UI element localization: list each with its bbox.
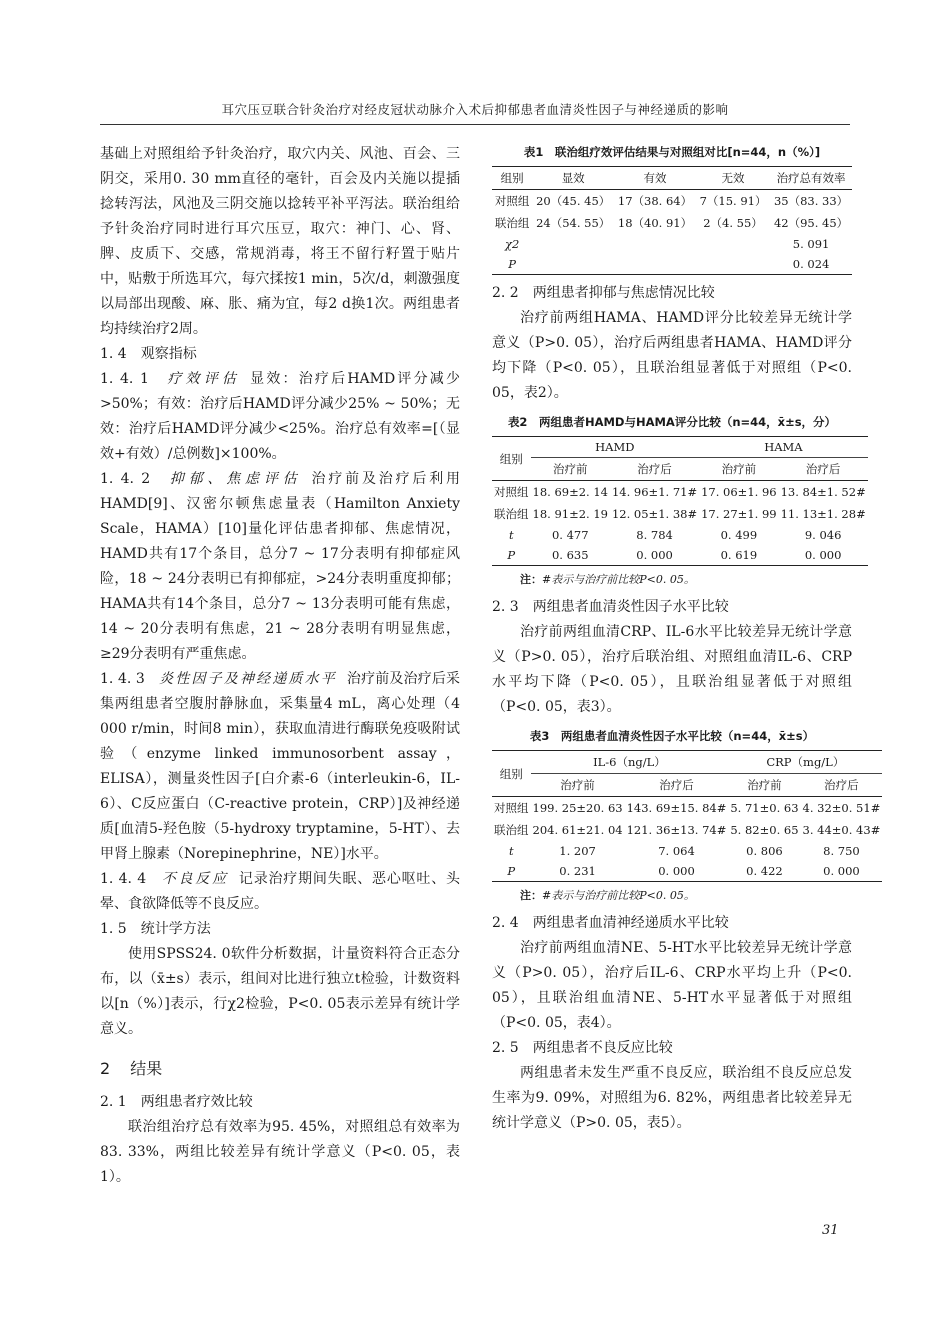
section-number: 2. 3 (492, 599, 519, 615)
table-cell: 12. 05±1. 38# (611, 507, 698, 521)
table-3-caption: 表3 两组患者血清炎性因子水平比较（n=44，x̄±s） (529, 729, 815, 743)
section-1-4-3 (100, 667, 460, 867)
table-cell: 121. 36±13. 74# (626, 823, 727, 837)
table-cell: 199. 25±20. 63 (532, 801, 623, 815)
table-header-cell: 有效 (614, 167, 696, 190)
section-title: 两组患者血清炎性因子水平比较 (532, 599, 729, 615)
table-header-cell: 显效 (532, 167, 614, 190)
table-cell: 17. 06±1. 96 (701, 485, 777, 499)
table-cell: 对照组 (494, 485, 529, 499)
section-1-5-paragraph: 使用SPSS24. 0软件分析数据，计量资料符合正态分布，以（x̄±s）表示，组间对比进行独立t检验，计数资料以[n（%）]表示，行χ2检验，P<0. 05表示差异有统计学意义。 (100, 946, 460, 1037)
table-row (492, 841, 882, 861)
table-cell: 9. 046 (804, 528, 842, 542)
table-cell: 204. 61±21. 04 (532, 823, 623, 837)
section-title: 两组患者抑郁与焦虑情况比较 (532, 285, 715, 301)
paragraph-text: 治疗前及治疗后采集两组患者空腹肘静脉血，采集量4 mL，离心处理（4 000 r/min，时间8 min），获取血清进行酶联免疫吸附试验（enzyme linked immunosorbent assay，ELISA），测量炎性因子[白介素-6（interleukin-6，IL-6）、C反应蛋白（C-reactive protein，CRP）]及神经递质[血清5-羟色胺（5-hydroxy tryptamine，5-HT）、去甲肾上腺素（Norepinephrine，NE）]水平。 (100, 671, 461, 862)
table-cell (532, 254, 614, 275)
table-cell: 对照组 (494, 801, 529, 815)
section-2-2-heading (492, 281, 852, 306)
table-cell (614, 254, 696, 275)
section-1-4-2 (100, 467, 460, 667)
table-cell: 0. 000 (610, 545, 699, 566)
table-row (492, 481, 868, 504)
intro-paragraph: 基础上对照组给予针灸治疗，取穴内关、风池、百会、三阴交，采用0. 30 mm直径的毫针，百会及内关施以提插捻转泻法，风池及三阴交施以捻转平补平泻法。联治组给予针灸治疗同时进行耳穴压豆，取穴：神门、心、肾、脾、皮质下、交感，常规消毒，将王不留行籽置于贴片中，贴敷于所选耳穴，每穴揉按1 min，5次/d，刺激强度以局部出现酸、麻、胀、痛为宜，每2 d换1次。两组患者均持续治疗2周。 (100, 146, 460, 337)
section-title: 结果 (130, 1059, 163, 1078)
table-cell: 7（15. 91） (699, 194, 767, 208)
table-cell: 0. 024 (770, 254, 852, 275)
table-header-cell: 治疗后 (779, 458, 868, 481)
table-cell: 13. 84±1. 52# (780, 485, 866, 499)
table-cell: P (492, 545, 531, 566)
note-label: 注： (520, 573, 542, 586)
section-title: 两组患者血清神经递质水平比较 (532, 915, 729, 931)
table-cell: 14. 96±1. 71# (611, 485, 698, 499)
header-rule (100, 124, 850, 125)
note-label: 注： (520, 889, 542, 902)
table-cell: t (508, 528, 514, 542)
section-title: 两组患者疗效比较 (140, 1094, 253, 1110)
table-row (492, 234, 852, 254)
table-cell (532, 234, 614, 254)
table-cell (696, 234, 770, 254)
note-text: #表示与治疗前比较P<0. 05。 (542, 573, 695, 586)
table-cell: 0. 635 (531, 545, 610, 566)
table-2 (492, 436, 868, 566)
table-cell: 0. 499 (720, 528, 758, 542)
table-cell: 0. 000 (625, 861, 729, 882)
section-2-4-paragraph: 治疗前两组血清NE、5-HT水平比较差异无统计学意义（P>0. 05），治疗后IL-6、CRP水平均上升（P<0. 05），且联治组血清NE、5-HT水平显著低于对照组（P<0. 05，表4）。 (492, 940, 852, 1031)
table-cell: 对照组 (494, 194, 530, 208)
table-cell: 18. 91±2. 19 (532, 507, 608, 521)
subsection-title: 疗效评估 (167, 371, 241, 387)
section-2-5-paragraph: 两组患者未发生严重不良反应，联治组不良反应总发生率为9. 09%，对照组为6. 82%，两组患者比较差异无统计学意义（P>0. 05，表5）。 (492, 1065, 852, 1131)
table-header-cell: 治疗总有效率 (770, 167, 852, 190)
table-cell: 8. 784 (636, 528, 673, 542)
table-cell: 0. 806 (746, 844, 783, 858)
paragraph-text: 治疗前及治疗后利用HAMD[9]、汉密尔顿焦虑量表（Hamilton Anxiety Scale，HAMA）[10]量化评估患者抑郁、焦虑情况，HAMD共有17个条目，总分7 ~ 17分表明有抑郁症风险，18 ~ 24分表明已有抑郁症，>24分表明重度抑郁；HAMA共有14个条目，总分7 ~ 13分表明可能有焦虑，14 ~ 20分表明有焦虑，21 ~ 28分表明有明显焦虑，≥29分表明有严重焦虑。 (100, 471, 461, 662)
table-row (492, 503, 868, 525)
table-cell: 11. 13±1. 28# (780, 507, 866, 521)
section-number: 2 (100, 1059, 111, 1078)
table-cell: 1. 207 (559, 844, 596, 858)
section-number: 2. 5 (492, 1040, 519, 1056)
table-cell: 0. 000 (779, 545, 868, 566)
subsection-title: 炎性因子及神经递质水平 (159, 671, 337, 687)
section-title: 两组患者不良反应比较 (532, 1040, 673, 1056)
subsection-title: 不良反应 (161, 871, 229, 887)
section-2-2-paragraph: 治疗前两组HAMA、HAMD评分比较差异无统计学意义（P>0. 05），治疗后两组患者HAMA、HAMD评分均下降（P<0. 05），且联治组显著低于对照组（P<0. 05，表2）。 (492, 310, 852, 401)
table-row (492, 819, 882, 841)
section-2-heading (100, 1054, 460, 1084)
table-cell: χ2 (504, 237, 520, 251)
table-header-cell: 治疗后 (801, 774, 883, 797)
table-header-cell: 治疗后 (625, 774, 729, 797)
table-group-header: IL-6（ng/L） (531, 751, 729, 774)
table-cell: 联治组 (494, 823, 529, 837)
table-header-cell: 组别 (492, 751, 531, 797)
subsection-title: 抑郁、焦虑评估 (169, 471, 302, 487)
section-1-5-heading (100, 917, 460, 942)
section-number: 1. 4. 4 (100, 871, 147, 887)
table-cell: 5. 82±0. 65 (730, 823, 799, 837)
table-3 (492, 750, 882, 882)
table-cell: 0. 477 (551, 528, 589, 542)
table-cell: 0. 000 (801, 861, 883, 882)
table-cell: 20（45. 45） (536, 194, 611, 208)
page-number: 31 (822, 1223, 839, 1238)
paragraph-text: 记录治疗期间失眠、恶心呕吐、头晕、食欲降低等不良反应。 (100, 871, 461, 912)
table-row (492, 797, 882, 820)
table-cell: t (508, 844, 514, 858)
table-cell: 24（54. 55） (536, 216, 611, 230)
section-2-3-heading (492, 595, 852, 620)
table-cell: 18（40. 91） (617, 216, 693, 230)
table-header-cell: 治疗前 (699, 458, 778, 481)
table-header-cell: 治疗前 (531, 458, 610, 481)
table-cell: 7. 064 (658, 844, 695, 858)
table-row (492, 190, 852, 213)
table-cell: 0. 231 (531, 861, 625, 882)
right-column (492, 142, 881, 1136)
section-title: 统计学方法 (140, 921, 211, 937)
table-1 (492, 166, 852, 275)
table-header-cell: 组别 (492, 437, 531, 481)
table-cell: 联治组 (494, 507, 529, 521)
table-cell: 5. 71±0. 63 (730, 801, 799, 815)
table-cell: 5. 091 (792, 237, 830, 251)
table-3-note (520, 887, 852, 903)
table-header-cell: 无效 (696, 167, 770, 190)
section-number: 1. 4. 3 (100, 671, 145, 687)
table-header-cell: 治疗前 (728, 774, 800, 797)
table-cell: 143. 69±15. 84# (626, 801, 727, 815)
table-header-cell: 治疗后 (610, 458, 699, 481)
table-row (492, 212, 852, 234)
paragraph-text: 显效：治疗后HAMD评分减少>50%；有效：治疗后HAMD评分减少25% ~ 50%；无效：治疗后HAMD评分减少<25%。治疗总有效率=[（显效+有效）/总例数]×100%。 (100, 371, 460, 462)
table-header-cell: 治疗前 (531, 774, 625, 797)
table-cell: 0. 422 (728, 861, 800, 882)
table-cell: 8. 750 (823, 844, 860, 858)
table-row (492, 861, 882, 882)
section-title: 观察指标 (140, 346, 197, 362)
section-1-4-4 (100, 867, 460, 917)
table-cell (696, 254, 770, 275)
table-cell: 35（83. 33） (773, 194, 849, 208)
table-1-caption: 表1 联治组疗效评估结果与对照组对比[n=44，n（%）] (523, 145, 821, 159)
section-2-1-heading (100, 1090, 460, 1115)
table-row (492, 254, 852, 275)
table-cell: P (492, 861, 531, 882)
section-2-3-paragraph: 治疗前两组血清CRP、IL-6水平比较差异无统计学意义（P>0. 05），治疗后联治组、对照组血清IL-6、CRP水平均下降（P<0. 05），且联治组显著低于对照组（P<0. 05，表3）。 (492, 624, 852, 715)
table-cell: 18. 69±2. 14 (532, 485, 608, 499)
section-2-4-heading (492, 911, 852, 936)
section-number: 2. 4 (492, 915, 519, 931)
table-group-header: HAMA (699, 437, 868, 458)
table-cell: 17（38. 64） (617, 194, 693, 208)
table-cell: 联治组 (494, 216, 530, 230)
table-cell: 3. 44±0. 43# (802, 823, 881, 837)
table-cell: 4. 32±0. 51# (802, 801, 881, 815)
section-number: 1. 4 (100, 346, 127, 362)
table-cell: 0. 619 (699, 545, 778, 566)
section-1-4-1 (100, 367, 460, 467)
section-number: 1. 5 (100, 921, 127, 937)
section-number: 1. 4. 1 (100, 371, 149, 387)
table-header-cell: 组别 (492, 167, 532, 190)
left-column (100, 142, 460, 1190)
table-row (492, 525, 868, 545)
note-text: #表示与治疗前比较P<0. 05。 (542, 889, 695, 902)
table-2-note (520, 571, 852, 587)
section-1-4-heading (100, 342, 460, 367)
running-header: 耳穴压豆联合针灸治疗对经皮冠状动脉介入术后抑郁患者血清炎性因子与神经递质的影响 (221, 102, 729, 117)
table-cell: P (492, 254, 532, 275)
table-cell: 17. 27±1. 99 (701, 507, 777, 521)
table-cell: 2（4. 55） (703, 216, 763, 230)
table-2-caption: 表2 两组患者HAMD与HAMA评分比较（n=44，x̄±s，分） (507, 415, 837, 429)
section-2-1-paragraph: 联治组治疗总有效率为95. 45%，对照组总有效率为83. 33%，两组比较差异有统计学意义（P<0. 05，表1）。 (100, 1119, 460, 1185)
section-number: 2. 2 (492, 285, 519, 301)
table-group-header: CRP（mg/L） (728, 751, 882, 774)
table-row (492, 545, 868, 566)
section-2-5-heading (492, 1036, 852, 1061)
section-number: 2. 1 (100, 1094, 127, 1110)
table-cell: 42（95. 45） (773, 216, 849, 230)
section-number: 1. 4. 2 (100, 471, 151, 487)
table-group-header: HAMD (531, 437, 700, 458)
table-cell (614, 234, 696, 254)
